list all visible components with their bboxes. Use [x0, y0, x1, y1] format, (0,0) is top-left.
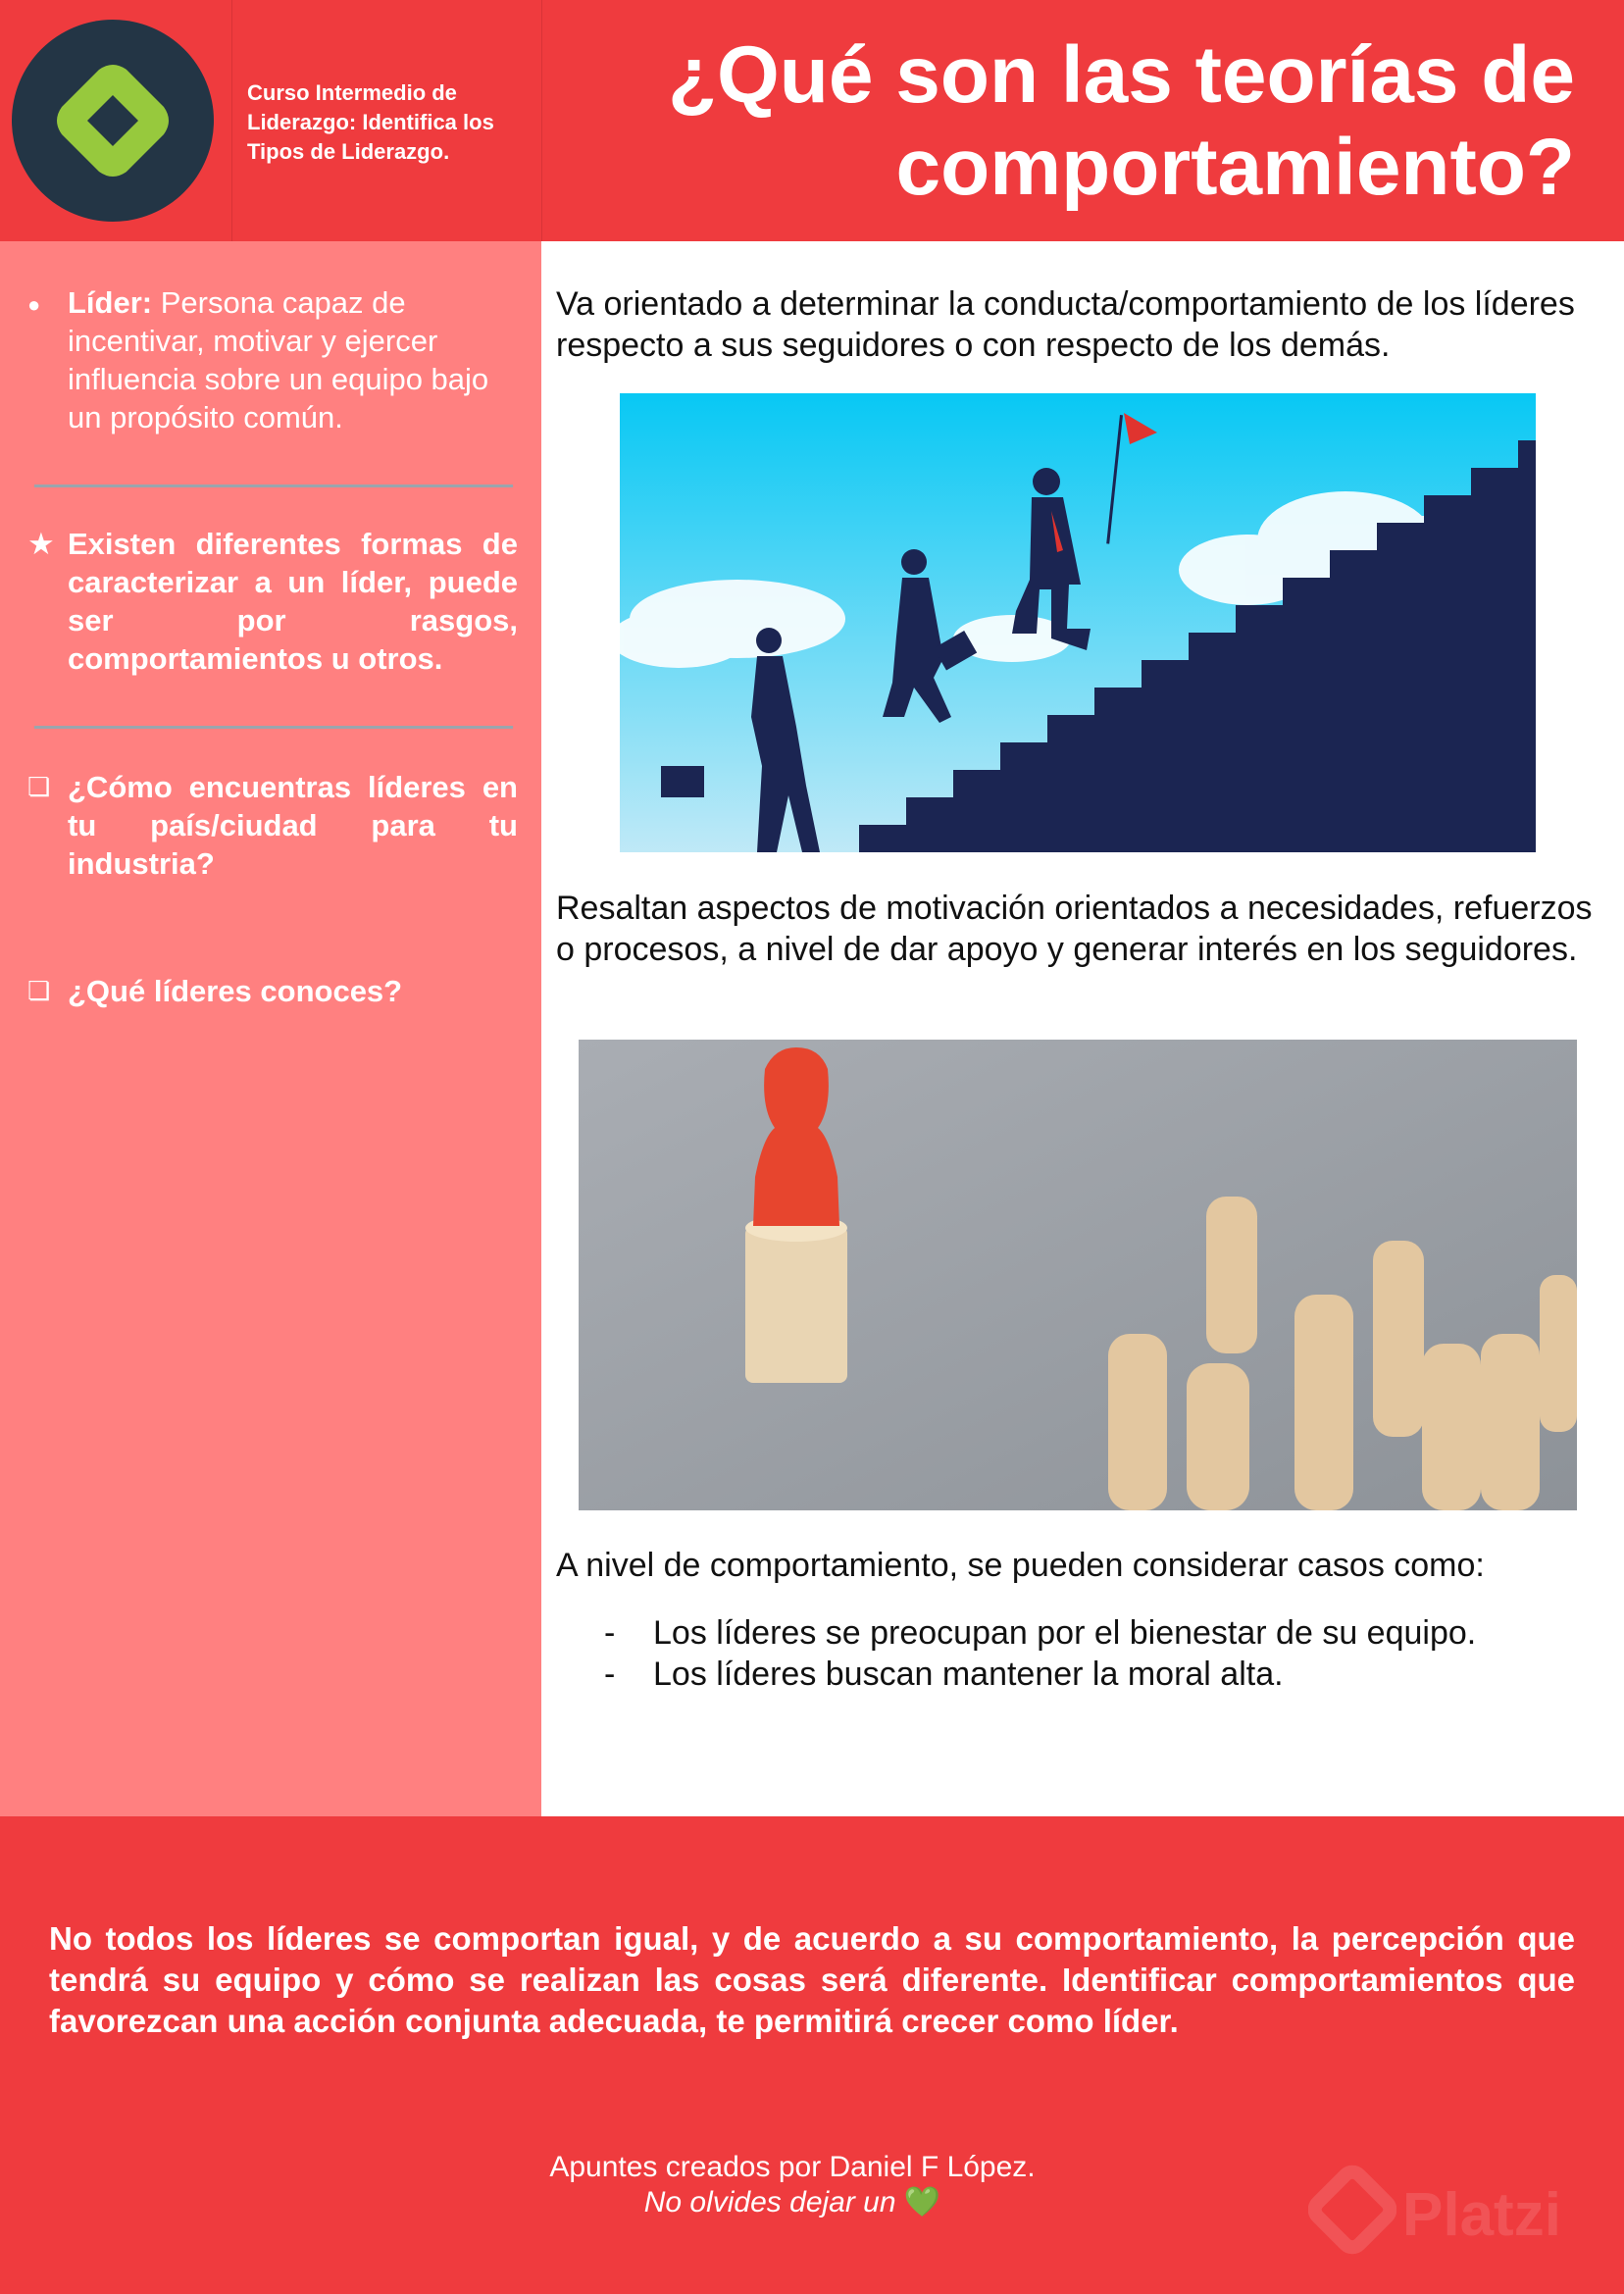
- footer: [0, 1816, 1624, 2294]
- author-credit: Apuntes creados por Daniel F López.: [549, 2151, 1036, 2183]
- header-divider: [231, 0, 232, 241]
- checkbox-icon: ❏: [27, 976, 51, 1005]
- checkbox-icon: ❏: [27, 772, 51, 801]
- header: [0, 0, 1624, 241]
- leader-term: Líder:: [68, 285, 153, 320]
- green-heart-icon: 💚: [903, 2186, 941, 2218]
- leaders-climbing-stairs-image: [620, 393, 1536, 852]
- question-known-leaders: ¿Qué líderes conoces?: [68, 974, 403, 1008]
- list-item-text: Los líderes se preocupan por el bienestar de su equipo.: [653, 1614, 1477, 1652]
- list-item: [604, 1654, 1284, 1695]
- wooden-figures-image: [579, 1040, 1577, 1510]
- watermark-text: Platzi: [1402, 2181, 1561, 2249]
- platzi-watermark: [1308, 2161, 1602, 2259]
- header-divider: [541, 0, 542, 241]
- sidebar-question-known-leaders: [27, 972, 518, 1010]
- sidebar-item-leader-definition: [27, 283, 518, 436]
- bullet-icon: ●: [27, 292, 41, 317]
- divider: [34, 726, 513, 729]
- question-find-leaders: ¿Cómo encuentras líderes en tu país/ciudad para tu industria?: [68, 770, 518, 881]
- sidebar-question-find-leaders: [27, 768, 518, 883]
- list-item: [604, 1612, 1476, 1654]
- behavior-cases-intro: A nivel de comportamiento, se pueden considerar casos como:: [556, 1547, 1485, 1584]
- leader-forms-text: Existen diferentes formas de caracterizar a un líder, puede ser por rasgos, comportamientos u otros.: [68, 527, 518, 676]
- course-title: Curso Intermedio de Liderazgo: Identifica los Tipos de Liderazgo.: [247, 80, 494, 164]
- intro-paragraph: Va orientado a determinar la conducta/comportamiento de los líderes respecto a sus seguidores o con respecto de los demás.: [556, 285, 1575, 364]
- list-dash: -: [604, 1656, 616, 1693]
- leader-definition: Persona capaz de incentivar, motivar y ejercer influencia sobre un equipo bajo un propósito común.: [68, 285, 489, 434]
- like-reminder-text: No olvides dejar un: [643, 2186, 904, 2218]
- platzi-logo-icon: [12, 20, 214, 222]
- conclusion-text: No todos los líderes se comportan igual, y de acuerdo a su comportamiento, la percepción que tendrá su equipo y cómo se realizan las cosas será diferente. Identificar comportamientos que favorezcan una acción conjunta adecuada, te permitirá crecer como líder.: [49, 1920, 1575, 2039]
- motivation-paragraph: Resaltan aspectos de motivación orientados a necesidades, refuerzos o procesos, a nivel de dar apoyo y generar interés en los seguidores.: [556, 890, 1593, 968]
- star-icon: ★: [27, 527, 55, 561]
- list-dash: -: [604, 1614, 616, 1652]
- divider: [34, 484, 513, 487]
- list-item-text: Los líderes buscan mantener la moral alta.: [653, 1656, 1284, 1693]
- sidebar: [0, 241, 541, 1816]
- page-title: ¿Qué son las teorías de comportamiento?: [667, 30, 1575, 212]
- sidebar-item-leader-forms: [27, 525, 518, 678]
